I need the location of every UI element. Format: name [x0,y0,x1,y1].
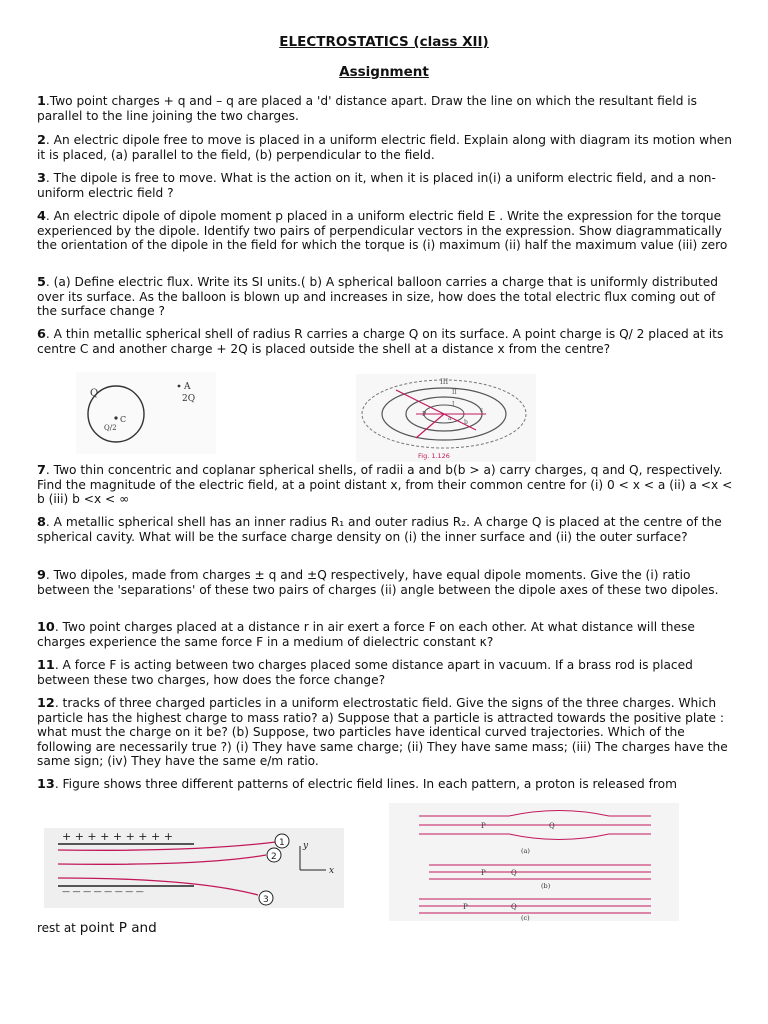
point-q-label: Q [511,869,517,877]
region-ii-label: II [452,389,457,396]
negative-plate-label: — — — — — — — — [62,887,144,896]
question-13-continuation [37,921,733,935]
y-axis-label: y [303,841,309,851]
pattern-a-label: (a) [521,847,530,855]
question-4 [37,209,733,253]
field-patterns-figure [389,803,679,921]
question-number: 11 [37,658,55,673]
pattern-b-label: (b) [541,882,551,890]
track-1-label: 1 [279,838,285,848]
question-text: . Two dipoles, made from charges ± q and ±Q respectively, have equal dipole moments. Give the (i) ratio between the 'separations' of these two pairs of charges (ii) angle between the dipole axes of these two dipoles. [37,568,719,598]
figure-caption: Fig. 1.126 [418,452,450,460]
particle-tracks-figure [44,828,344,908]
question-5 [37,275,733,319]
question-number: 6 [37,327,46,342]
point-a-label: A [184,382,191,392]
question-3 [37,171,733,200]
question-1 [37,94,733,123]
question-number: 5 [37,275,46,290]
continuation-text-large: point P and [79,920,157,936]
document-subtitle: Assignment [339,64,429,80]
point-p-label: P [422,411,427,418]
question-12 [37,696,733,768]
question-text: . Figure shows three different patterns of electric field lines. In each pattern, a proton is released from [54,777,677,791]
question-11 [37,658,733,687]
point-p-label: P [463,903,468,911]
question-number: 3 [37,171,46,186]
question-number: 7 [37,463,46,478]
question-8 [37,515,733,544]
radius-a-label: a [448,415,452,422]
point-p-label: P [481,822,486,830]
question-number: 1 [37,94,46,109]
question-text: . tracks of three charged particles in a uniform electrostatic field. Give the signs of the three charges. Which particle has the highest charge to mass ratio? a) Suppose that a particle is attracted towards the positive plate : what must the charge on it be? (b) Suppose, two particles have identical curved trajectories. Which of the following are necessarily true ?) (i) They have same charge; (ii) They have same mass; (iii) The charges have the same sign; (iv) They have the same e/m ratio. [37,696,728,768]
x-axis-label: x [329,866,335,876]
pattern-c-label: (c) [521,914,530,921]
centre-charge-label: Q/2 [104,424,117,432]
radius-c-label: c [480,407,484,414]
question-text: .Two point charges + q and – q are placed a 'd' distance apart. Draw the line on which the resultant field is parallel to the line joining the two charges. [37,94,698,124]
question-text: . An electric dipole free to move is placed in a uniform electric field. Explain along with diagram its motion when it is placed, (a) parallel to the field, (b) perpendicular to the field. [37,133,733,163]
question-text: . (a) Define electric flux. Write its SI units.( b) A spherical balloon carries a charge that is uniformly distributed over its surface. As the balloon is blown up and increases in size, how does the total electric flux coming out of the surface change ? [37,275,718,319]
question-7 [37,463,733,507]
question-text: . A force F is acting between two charges placed some distance apart in vacuum. If a brass rod is placed between these two charges, how does the force change? [37,658,693,688]
question-6 [37,327,733,356]
shell-charge-figure [76,372,216,454]
question-number: 4 [37,209,46,224]
radius-b-label: b [464,419,468,426]
question-number: 9 [37,568,46,583]
question-9 [37,568,733,597]
question-13 [37,777,733,792]
centre-point [114,416,117,419]
question-text: . Two point charges placed at a distance r in air exert a force F on each other. At what distance will these charges experience the same force F in a medium of dielectric constant κ? [37,620,695,650]
centre-label: C [120,415,127,424]
outside-charge-label: 2Q [182,394,196,404]
question-text: . A metallic spherical shell has an inner radius R₁ and outer radius R₂. A charge Q is placed at the centre of the spherical cavity. What will be the surface charge density on (i) the inner surface and (ii) the outer surface? [37,515,722,545]
shell-charge-label: Q [90,388,99,399]
point-a-dot [178,385,181,388]
question-text: . A thin metallic spherical shell of radius R carries a charge Q on its surface. A point charge is Q/ 2 placed at its centre C and another charge + 2Q is placed outside the shell at a distance x from the centre? [37,327,724,357]
question-text: . Two thin concentric and coplanar spherical shells, of radii a and b(b > a) carry charges, q and Q, respectively. Find the magnitude of the electric field, at a point distant x, from their common centre for (i) 0 < x < a (ii) a <x < b (iii) b <x < ∞ [37,463,733,507]
question-number: 8 [37,515,46,530]
question-number: 12 [37,696,55,711]
point-q-label: Q [549,822,555,830]
question-2 [37,133,733,162]
concentric-shells-figure [356,374,536,462]
question-number: 10 [37,620,55,635]
region-i-label: I [452,401,455,408]
question-number: 13 [37,777,55,792]
question-10 [37,620,733,649]
point-q-label: Q [511,903,517,911]
positive-plate-label: + + + + + + + + + [62,830,173,843]
question-text: . The dipole is free to move. What is the action on it, when it is placed in(i) a uniform electric field, and a non-uniform electric field ? [37,171,716,201]
question-text: . An electric dipole of dipole moment p placed in a uniform electric field E . Write the expression for the torque experienced by the dipole. Identify two pairs of perpendicular vectors in the expression. Show diagrammatically the orientation of the dipole in the field for which the torque is (i) maximum (ii) half the maximum value (iii) zero [37,209,728,253]
track-2-label: 2 [271,852,277,862]
point-p-label: P [481,869,486,877]
track-3-label: 3 [263,895,269,905]
region-iii-label: III [440,378,449,386]
question-number: 2 [37,133,46,148]
continuation-text: rest at [37,921,80,935]
document-title: ELECTROSTATICS (class XII) [279,34,489,50]
